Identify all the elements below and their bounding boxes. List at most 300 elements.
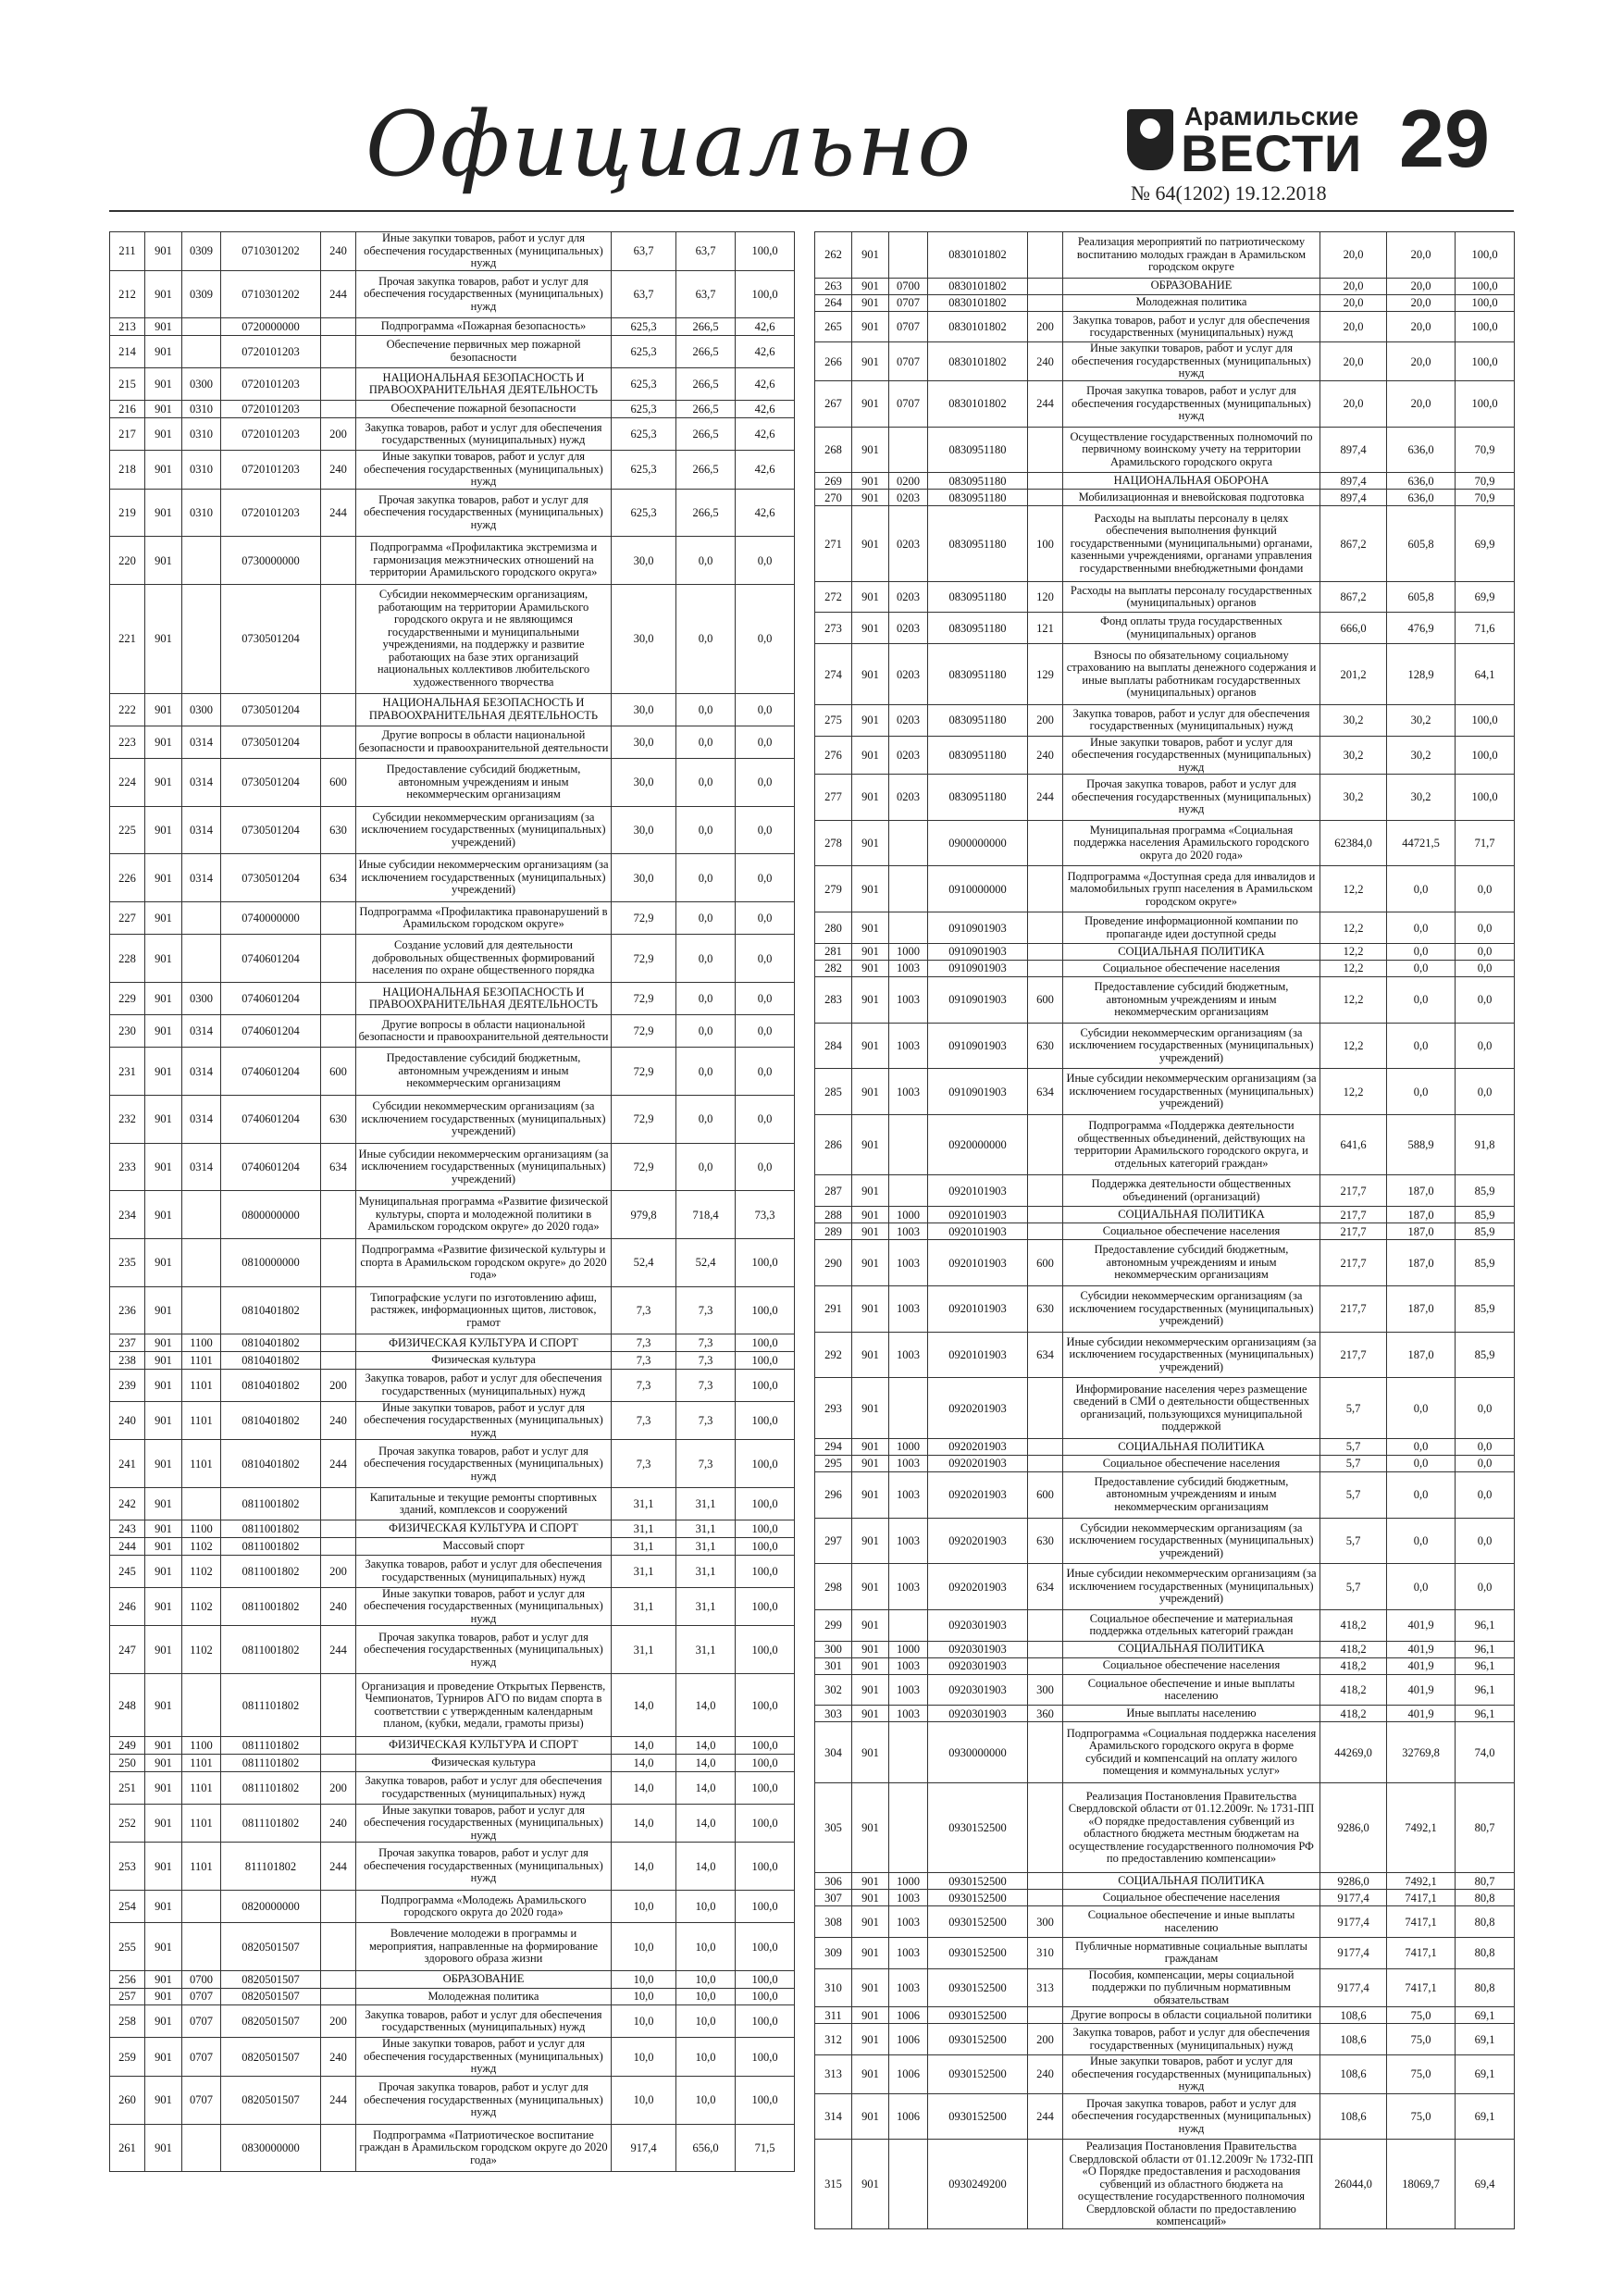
- execution-percent: 100,0: [1456, 278, 1515, 294]
- execution-percent: 100,0: [736, 2076, 795, 2124]
- description: Иные субсидии некоммерческим организациям (за исключением государственных (муниципальных) учреждений): [356, 1143, 612, 1191]
- target-article-code: 0810401802: [221, 1440, 321, 1488]
- description: Иные закупки товаров, работ и услуг для обеспечения государственных (муниципальных) нужд: [356, 1804, 612, 1843]
- target-article-code: 0811101802: [221, 1804, 321, 1843]
- planned-amount: 30,0: [612, 537, 676, 585]
- row-number: 285: [815, 1069, 852, 1115]
- admin-code: 901: [852, 1657, 889, 1674]
- executed-amount: 0,0: [676, 1143, 736, 1191]
- row-number: 233: [110, 1143, 145, 1191]
- table-row: [110, 489, 795, 537]
- target-article-code: 0920201903: [928, 1378, 1028, 1439]
- section-code: 1003: [889, 1223, 928, 1240]
- section-code: [889, 1782, 928, 1872]
- planned-amount: 5,7: [1320, 1471, 1387, 1518]
- row-number: 297: [815, 1518, 852, 1564]
- table-row: [815, 1518, 1515, 1564]
- section-code: 0314: [182, 758, 221, 806]
- table-row: [815, 2140, 1515, 2229]
- expense-type-code: [321, 1286, 356, 1334]
- table-row: [815, 294, 1515, 311]
- row-number: 260: [110, 2076, 145, 2124]
- row-number: 262: [815, 232, 852, 279]
- execution-percent: 0,0: [1456, 1564, 1515, 1610]
- target-article-code: 0720000000: [221, 318, 321, 336]
- execution-percent: 100,0: [736, 2005, 795, 2038]
- execution-percent: 42,6: [736, 335, 795, 367]
- table-row: [110, 1286, 795, 1334]
- execution-percent: 100,0: [736, 1334, 795, 1352]
- description: Закупка товаров, работ и услуг для обеспечения государственных (муниципальных) нужд: [356, 1369, 612, 1401]
- planned-amount: 30,0: [612, 854, 676, 902]
- table-row: [110, 1520, 795, 1538]
- description: Обеспечение пожарной безопасности: [356, 401, 612, 418]
- execution-percent: 0,0: [1456, 1378, 1515, 1439]
- expense-type-code: [1028, 1890, 1063, 1906]
- table-row: [815, 1207, 1515, 1223]
- execution-percent: 100,0: [736, 1286, 795, 1334]
- admin-code: 901: [145, 2076, 182, 2124]
- description: Субсидии некоммерческим организациям (за исключением государственных (муниципальных) учреждений): [1063, 1023, 1320, 1069]
- expense-type-code: 120: [1028, 581, 1063, 613]
- section-code: 1101: [182, 1754, 221, 1771]
- expense-type-code: 240: [321, 451, 356, 490]
- table-row: [815, 1175, 1515, 1207]
- expense-type-code: [321, 982, 356, 1014]
- executed-amount: 7,3: [676, 1401, 736, 1440]
- admin-code: 901: [852, 1023, 889, 1069]
- description: ФИЗИЧЕСКАЯ КУЛЬТУРА И СПОРТ: [356, 1737, 612, 1755]
- target-article-code: 0830951180: [928, 644, 1028, 705]
- section-code: [889, 232, 928, 279]
- execution-percent: 71,6: [1456, 613, 1515, 644]
- table-row: [110, 1843, 795, 1891]
- admin-code: 901: [145, 1555, 182, 1587]
- execution-percent: 100,0: [736, 1674, 795, 1737]
- description: НАЦИОНАЛЬНАЯ БЕЗОПАСНОСТЬ И ПРАВООХРАНИТЕЛЬНАЯ ДЕЯТЕЛЬНОСТЬ: [356, 368, 612, 401]
- table-row: [815, 943, 1515, 960]
- admin-code: 901: [852, 1890, 889, 1906]
- admin-code: 901: [852, 1285, 889, 1332]
- target-article-code: 0820501507: [221, 2076, 321, 2124]
- row-number: 290: [815, 1240, 852, 1286]
- description: СОЦИАЛЬНАЯ ПОЛИТИКА: [1063, 943, 1320, 960]
- execution-percent: 96,1: [1456, 1609, 1515, 1641]
- planned-amount: 897,4: [1320, 427, 1387, 473]
- planned-amount: 62384,0: [1320, 820, 1387, 866]
- planned-amount: 108,6: [1320, 2055, 1387, 2094]
- executed-amount: 63,7: [676, 232, 736, 271]
- executed-amount: 52,4: [676, 1239, 736, 1287]
- admin-code: 901: [145, 1891, 182, 1923]
- executed-amount: 0,0: [676, 1095, 736, 1143]
- execution-percent: 100,0: [1456, 311, 1515, 342]
- description: Прочая закупка товаров, работ и услуг для обеспечения государственных (муниципальных) нужд: [356, 270, 612, 318]
- executed-amount: 18069,7: [1387, 2140, 1456, 2229]
- admin-code: 901: [145, 585, 182, 694]
- row-number: 235: [110, 1239, 145, 1287]
- section-code: 1101: [182, 1401, 221, 1440]
- table-row: [815, 912, 1515, 944]
- description: ФИЗИЧЕСКАЯ КУЛЬТУРА И СПОРТ: [356, 1334, 612, 1352]
- admin-code: 901: [145, 1923, 182, 1971]
- target-article-code: 0920101903: [928, 1332, 1028, 1378]
- row-number: 305: [815, 1782, 852, 1872]
- admin-code: 901: [145, 1970, 182, 1988]
- section-code: 0707: [182, 2038, 221, 2077]
- admin-code: 901: [852, 1240, 889, 1286]
- table-row: [110, 982, 795, 1014]
- target-article-code: 0740601204: [221, 1095, 321, 1143]
- section-code: [182, 935, 221, 983]
- planned-amount: 9177,4: [1320, 1968, 1387, 2007]
- section-code: 0310: [182, 489, 221, 537]
- execution-percent: 100,0: [736, 1555, 795, 1587]
- target-article-code: 0740601204: [221, 935, 321, 983]
- row-number: 296: [815, 1471, 852, 1518]
- description: Молодежная политика: [356, 1988, 612, 2005]
- row-number: 222: [110, 693, 145, 726]
- row-number: 230: [110, 1015, 145, 1048]
- row-number: 308: [815, 1906, 852, 1938]
- planned-amount: 20,0: [1320, 278, 1387, 294]
- description: СОЦИАЛЬНАЯ ПОЛИТИКА: [1063, 1873, 1320, 1890]
- expense-type-code: [1028, 473, 1063, 490]
- section-code: 1003: [889, 1518, 928, 1564]
- admin-code: 901: [852, 1968, 889, 2007]
- section-code: 0707: [182, 1988, 221, 2005]
- description: Вовлечение молодежи в программы и мероприятия, направленные на формирование здорового образа жизни: [356, 1923, 612, 1971]
- description: Иные выплаты населению: [1063, 1706, 1320, 1722]
- page-number: 29: [1399, 93, 1490, 184]
- description: ОБРАЗОВАНИЕ: [1063, 278, 1320, 294]
- expense-type-code: [1028, 1722, 1063, 1783]
- table-row: [110, 335, 795, 367]
- row-number: 249: [110, 1737, 145, 1755]
- executed-amount: 7417,1: [1387, 1937, 1456, 1968]
- executed-amount: 0,0: [1387, 866, 1456, 912]
- target-article-code: 0811101802: [221, 1754, 321, 1771]
- target-article-code: 0910000000: [928, 866, 1028, 912]
- description: Субсидии некоммерческим организациям (за исключением государственных (муниципальных) учреждений): [356, 1095, 612, 1143]
- target-article-code: 0830101802: [928, 232, 1028, 279]
- row-number: 263: [815, 278, 852, 294]
- section-code: 0203: [889, 490, 928, 506]
- planned-amount: 641,6: [1320, 1114, 1387, 1175]
- target-article-code: 0830000000: [221, 2124, 321, 2172]
- description: Подпрограмма «Профилактика экстремизма и гармонизация межэтнических отношений на территории Арамильского городского округа»: [356, 537, 612, 585]
- expense-type-code: [321, 537, 356, 585]
- section-code: [182, 1891, 221, 1923]
- row-number: 312: [815, 2024, 852, 2055]
- target-article-code: 0811101802: [221, 1771, 321, 1804]
- admin-code: 901: [852, 1438, 889, 1455]
- admin-code: 901: [852, 1706, 889, 1722]
- planned-amount: 12,2: [1320, 976, 1387, 1023]
- table-row: [110, 935, 795, 983]
- table-row: [110, 2076, 795, 2124]
- description: Прочая закупка товаров, работ и услуг для обеспечения государственных (муниципальных) нужд: [1063, 2093, 1320, 2140]
- target-article-code: 0920301903: [928, 1657, 1028, 1674]
- row-number: 295: [815, 1455, 852, 1471]
- section-code: 1003: [889, 1285, 928, 1332]
- admin-code: 901: [852, 866, 889, 912]
- expense-type-code: [1028, 2140, 1063, 2229]
- target-article-code: 0830951180: [928, 775, 1028, 821]
- row-number: 242: [110, 1488, 145, 1520]
- expense-type-code: [1028, 294, 1063, 311]
- target-article-code: 0720101203: [221, 451, 321, 490]
- execution-percent: 100,0: [1456, 704, 1515, 736]
- row-number: 253: [110, 1843, 145, 1891]
- section-code: 1000: [889, 1873, 928, 1890]
- table-row: [815, 1069, 1515, 1115]
- executed-amount: 63,7: [676, 270, 736, 318]
- execution-percent: 100,0: [736, 1988, 795, 2005]
- section-code: 1102: [182, 1587, 221, 1626]
- executed-amount: 0,0: [1387, 1438, 1456, 1455]
- target-article-code: 0720101203: [221, 335, 321, 367]
- description: Подпрограмма «Социальная поддержка населения Арамильского городского округа в форме субсидий и компенсаций на оплату жилого помещения и коммунальных услуг»: [1063, 1722, 1320, 1783]
- description: ФИЗИЧЕСКАЯ КУЛЬТУРА И СПОРТ: [356, 1520, 612, 1538]
- expense-type-code: [321, 902, 356, 935]
- row-number: 236: [110, 1286, 145, 1334]
- admin-code: 901: [852, 775, 889, 821]
- expense-type-code: 300: [1028, 1906, 1063, 1938]
- planned-amount: 30,2: [1320, 704, 1387, 736]
- executed-amount: 401,9: [1387, 1674, 1456, 1706]
- executed-amount: 7492,1: [1387, 1873, 1456, 1890]
- description: Типографские услуги по изготовлению афиш, растяжек, информационных щитов, листовок, грамот: [356, 1286, 612, 1334]
- section-code: 1006: [889, 2007, 928, 2024]
- admin-code: 901: [852, 1641, 889, 1657]
- planned-amount: 5,7: [1320, 1438, 1387, 1455]
- section-code: 1100: [182, 1334, 221, 1352]
- expense-type-code: [321, 1334, 356, 1352]
- admin-code: 901: [145, 318, 182, 336]
- table-row: [815, 2093, 1515, 2140]
- expense-type-code: [1028, 232, 1063, 279]
- executed-amount: 14,0: [676, 1754, 736, 1771]
- table-row: [110, 1970, 795, 1988]
- row-number: 283: [815, 976, 852, 1023]
- executed-amount: 30,2: [1387, 736, 1456, 775]
- row-number: 259: [110, 2038, 145, 2077]
- planned-amount: 12,2: [1320, 866, 1387, 912]
- section-code: 1006: [889, 2055, 928, 2094]
- expense-type-code: [1028, 1207, 1063, 1223]
- table-row: [815, 1471, 1515, 1518]
- target-article-code: 0740601204: [221, 1048, 321, 1096]
- admin-code: 901: [852, 1378, 889, 1439]
- table-row: [110, 368, 795, 401]
- executed-amount: 636,0: [1387, 490, 1456, 506]
- table-row: [110, 1048, 795, 1096]
- execution-percent: 100,0: [736, 1352, 795, 1370]
- expense-type-code: 630: [321, 1095, 356, 1143]
- planned-amount: 9177,4: [1320, 1937, 1387, 1968]
- executed-amount: 636,0: [1387, 473, 1456, 490]
- section-code: 0309: [182, 270, 221, 318]
- description: Реализация Постановления Правительства Свердловской области от 01.12.2009г. № 1731-ПП «О порядке предоставления субвенций из областного бюджета местным бюджетам на осуществление государственного полномочия РФ по предоставлению компенсации»: [1063, 1782, 1320, 1872]
- row-number: 284: [815, 1023, 852, 1069]
- section-code: 0707: [889, 380, 928, 427]
- target-article-code: 0820501507: [221, 1970, 321, 1988]
- planned-amount: 7,3: [612, 1401, 676, 1440]
- expense-type-code: 300: [1028, 1674, 1063, 1706]
- planned-amount: 10,0: [612, 2005, 676, 2038]
- planned-amount: 12,2: [1320, 1023, 1387, 1069]
- section-code: [889, 2140, 928, 2229]
- description: Иные закупки товаров, работ и услуг для обеспечения государственных (муниципальных) нужд: [356, 232, 612, 271]
- executed-amount: 0,0: [676, 1048, 736, 1096]
- row-number: 311: [815, 2007, 852, 2024]
- description: Иные закупки товаров, работ и услуг для обеспечения государственных (муниципальных) нужд: [1063, 736, 1320, 775]
- table-row: [815, 2024, 1515, 2055]
- planned-amount: 625,3: [612, 401, 676, 418]
- execution-percent: 69,9: [1456, 506, 1515, 581]
- admin-code: 901: [852, 2140, 889, 2229]
- section-code: 0314: [182, 1143, 221, 1191]
- execution-percent: 71,7: [1456, 820, 1515, 866]
- executed-amount: 20,0: [1387, 342, 1456, 381]
- execution-percent: 0,0: [1456, 943, 1515, 960]
- expense-type-code: [1028, 490, 1063, 506]
- row-number: 238: [110, 1352, 145, 1370]
- budget-table-left: [109, 231, 795, 2172]
- table-row: [110, 270, 795, 318]
- execution-percent: 69,1: [1456, 2093, 1515, 2140]
- expense-type-code: [321, 1352, 356, 1370]
- execution-percent: 70,9: [1456, 473, 1515, 490]
- target-article-code: 0800000000: [221, 1191, 321, 1239]
- expense-type-code: 100: [1028, 506, 1063, 581]
- executed-amount: 0,0: [676, 806, 736, 854]
- row-number: 248: [110, 1674, 145, 1737]
- section-code: 0300: [182, 368, 221, 401]
- executed-amount: 0,0: [1387, 1518, 1456, 1564]
- row-number: 301: [815, 1657, 852, 1674]
- section-code: 1003: [889, 1069, 928, 1115]
- table-row: [110, 585, 795, 694]
- target-article-code: 0920201903: [928, 1564, 1028, 1610]
- executed-amount: 31,1: [676, 1626, 736, 1674]
- table-row: [815, 1937, 1515, 1968]
- description: Физическая культура: [356, 1754, 612, 1771]
- executed-amount: 0,0: [1387, 1455, 1456, 1471]
- execution-percent: 69,9: [1456, 581, 1515, 613]
- execution-percent: 100,0: [1456, 294, 1515, 311]
- executed-amount: 476,9: [1387, 613, 1456, 644]
- executed-amount: 31,1: [676, 1520, 736, 1538]
- expense-type-code: [1028, 820, 1063, 866]
- row-number: 256: [110, 1970, 145, 1988]
- section-code: [182, 537, 221, 585]
- description: Закупка товаров, работ и услуг для обеспечения государственных (муниципальных) нужд: [356, 1771, 612, 1804]
- admin-code: 901: [145, 806, 182, 854]
- table-row: [815, 1455, 1515, 1471]
- expense-type-code: 244: [321, 1843, 356, 1891]
- planned-amount: 20,0: [1320, 342, 1387, 381]
- target-article-code: 0820501507: [221, 2038, 321, 2077]
- planned-amount: 30,0: [612, 726, 676, 758]
- table-row: [815, 427, 1515, 473]
- execution-percent: 100,0: [736, 1520, 795, 1538]
- section-code: 1102: [182, 1626, 221, 1674]
- planned-amount: 897,4: [1320, 473, 1387, 490]
- section-code: 0707: [182, 2076, 221, 2124]
- target-article-code: 0720101203: [221, 417, 321, 450]
- execution-percent: 0,0: [736, 537, 795, 585]
- planned-amount: 30,0: [612, 585, 676, 694]
- executed-amount: 0,0: [676, 902, 736, 935]
- executed-amount: 10,0: [676, 1970, 736, 1988]
- table-row: [110, 1587, 795, 1626]
- section-code: 1006: [889, 2024, 928, 2055]
- target-article-code: 0830101802: [928, 311, 1028, 342]
- section-code: [182, 1239, 221, 1287]
- planned-amount: 14,0: [612, 1804, 676, 1843]
- description: Подпрограмма «Развитие физической культуры и спорта в Арамильском городском округе» до 2020 года»: [356, 1239, 612, 1287]
- planned-amount: 31,1: [612, 1555, 676, 1587]
- section-code: 1003: [889, 1890, 928, 1906]
- table-row: [110, 1369, 795, 1401]
- expense-type-code: [1028, 960, 1063, 976]
- target-article-code: 0730000000: [221, 537, 321, 585]
- description: Иные закупки товаров, работ и услуг для обеспечения государственных (муниципальных) нужд: [356, 2038, 612, 2077]
- table-row: [815, 1873, 1515, 1890]
- expense-type-code: 200: [1028, 704, 1063, 736]
- target-article-code: 0930152500: [928, 2093, 1028, 2140]
- admin-code: 901: [852, 1722, 889, 1783]
- executed-amount: 44721,5: [1387, 820, 1456, 866]
- expense-type-code: 244: [321, 1440, 356, 1488]
- description: НАЦИОНАЛЬНАЯ БЕЗОПАСНОСТЬ И ПРАВООХРАНИТЕЛЬНАЯ ДЕЯТЕЛЬНОСТЬ: [356, 982, 612, 1014]
- section-code: 1003: [889, 1455, 928, 1471]
- row-number: 287: [815, 1175, 852, 1207]
- target-article-code: 0930152500: [928, 1890, 1028, 1906]
- section-code: 1003: [889, 1937, 928, 1968]
- table-row: [110, 1771, 795, 1804]
- section-code: 1000: [889, 1207, 928, 1223]
- target-article-code: 0830101802: [928, 380, 1028, 427]
- table-row: [110, 2038, 795, 2077]
- executed-amount: 7,3: [676, 1286, 736, 1334]
- executed-amount: 266,5: [676, 489, 736, 537]
- description: Предоставление субсидий бюджетным, автономным учреждениям и иным некоммерческим организациям: [356, 1048, 612, 1096]
- description: Другие вопросы в области социальной политики: [1063, 2007, 1320, 2024]
- target-article-code: 0811001802: [221, 1520, 321, 1538]
- executed-amount: 401,9: [1387, 1609, 1456, 1641]
- row-number: 239: [110, 1369, 145, 1401]
- section-code: 0314: [182, 726, 221, 758]
- execution-percent: 100,0: [736, 1239, 795, 1287]
- header-rule: [109, 210, 1514, 212]
- admin-code: 901: [852, 427, 889, 473]
- executed-amount: 0,0: [676, 854, 736, 902]
- row-number: 293: [815, 1378, 852, 1439]
- execution-percent: 0,0: [1456, 1471, 1515, 1518]
- table-row: [110, 1804, 795, 1843]
- target-article-code: 0710301202: [221, 232, 321, 271]
- execution-percent: 85,9: [1456, 1285, 1515, 1332]
- executed-amount: 75,0: [1387, 2024, 1456, 2055]
- execution-percent: 0,0: [736, 1048, 795, 1096]
- description: Социальное обеспечение населения: [1063, 1455, 1320, 1471]
- admin-code: 901: [145, 1488, 182, 1520]
- table-row: [110, 1488, 795, 1520]
- description: Предоставление субсидий бюджетным, автономным учреждениям и иным некоммерческим организациям: [356, 758, 612, 806]
